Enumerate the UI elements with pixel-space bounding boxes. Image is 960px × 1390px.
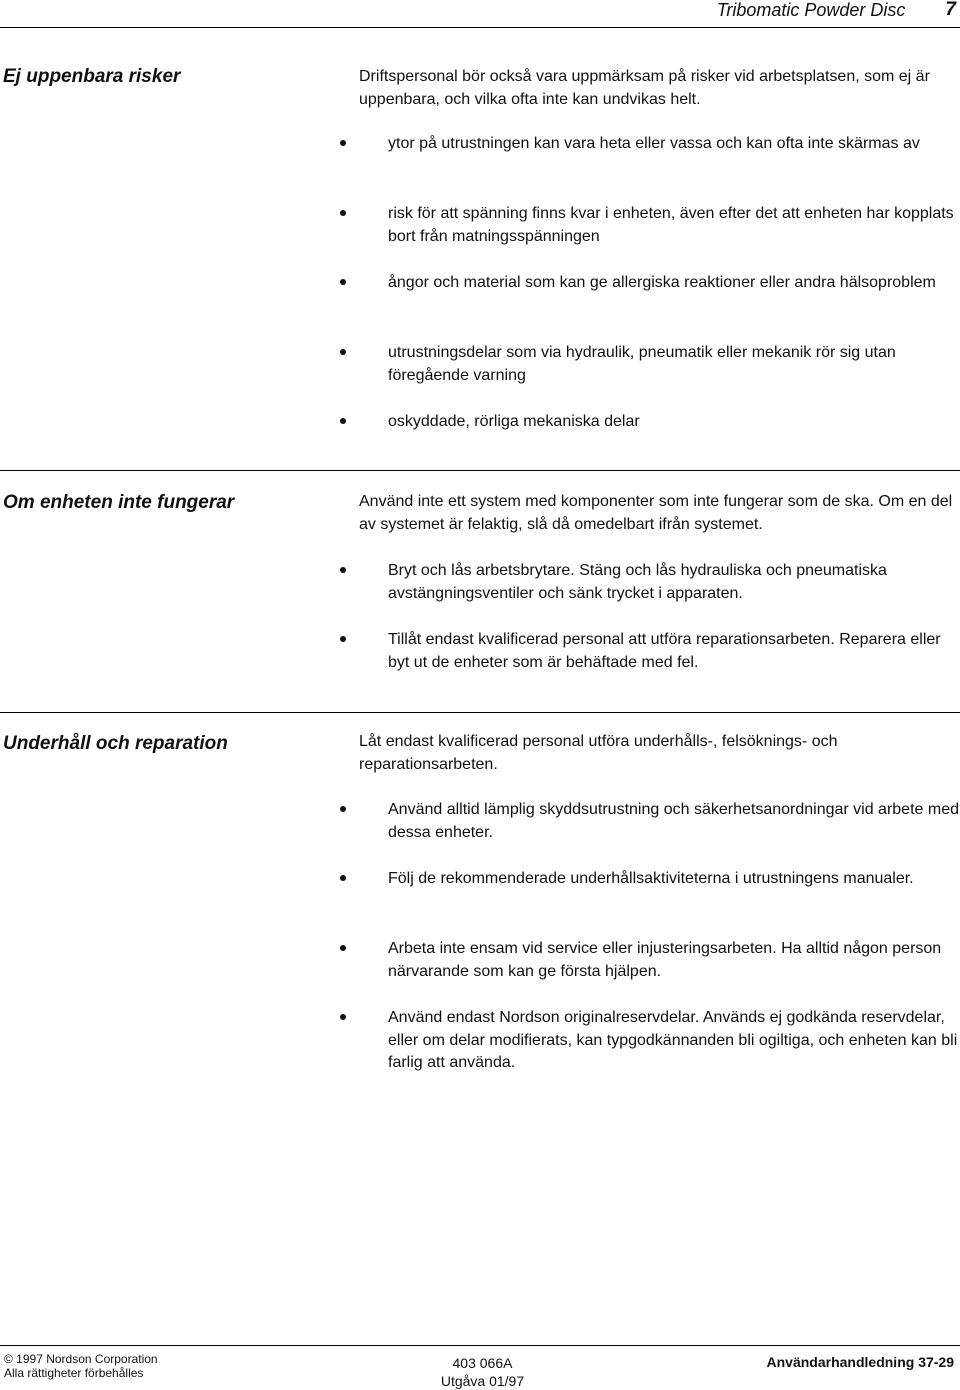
list-item-text: oskyddade, rörliga mekaniska delar [388, 413, 640, 430]
bullet-icon [340, 636, 346, 642]
rights-text: Alla rättigheter förbehålles [4, 1366, 144, 1380]
list-item-text: risk för att spänning finns kvar i enheten, även efter det att enheten har kopplats bort från matningsspänningen [388, 205, 954, 245]
footer-copyright-block [4, 1352, 158, 1380]
footer-doc-info [420, 1354, 545, 1390]
footer-divider [0, 1345, 960, 1346]
header-title: Tribomatic Powder Disc [716, 0, 906, 20]
list-item [340, 133, 960, 156]
bullet-icon [340, 945, 346, 951]
section-intro-maintenance: Låt endast kvalificerad personal utföra underhålls-, felsöknings- och reparationsarbeten. [359, 733, 838, 773]
list-item [340, 560, 960, 605]
bullet-icon [340, 1014, 346, 1020]
list-item [340, 629, 960, 674]
bullet-icon [340, 279, 346, 285]
section-heading-hidden-risks: Ej uppenbara risker [3, 66, 181, 87]
list-item [340, 938, 960, 983]
list-item-text: utrustningsdelar som via hydraulik, pneumatik eller mekanik rör sig utan föregående varning [388, 344, 896, 384]
list-item-text: Arbeta inte ensam vid service eller injusteringsarbeten. Ha alltid någon person närvarande som kan ge första hjälpen. [388, 940, 942, 980]
list-item [340, 411, 960, 434]
bullet-icon [340, 567, 346, 573]
page-header [717, 0, 956, 20]
list-item-text: Använd alltid lämplig skyddsutrustning och säkerhetsanordningar vid arbete med dessa enheter. [388, 801, 959, 841]
doc-number: 403 066A [452, 1355, 513, 1371]
manual-reference: Användarhandledning 37-29 [766, 1354, 954, 1370]
list-item-text: ångor och material som kan ge allergiska reaktioner eller andra hälsoproblem [388, 274, 936, 291]
list-item [340, 203, 960, 248]
copyright-text: © 1997 Nordson Corporation [4, 1352, 158, 1366]
bullet-icon [340, 418, 346, 424]
list-item-text: ytor på utrustningen kan vara heta eller vassa och kan ofta inte skärmas av [388, 135, 920, 152]
list-item-text: Använd endast Nordson originalreservdelar. Används ej godkända reservdelar, eller om delar modifierats, kan typgodkännanden bli ogiltiga, och enheten kan bli farlig att använda. [388, 1009, 958, 1071]
edition-text: Utgåva 01/97 [440, 1373, 525, 1389]
page-number: 7 [945, 0, 956, 20]
bullet-icon [340, 210, 346, 216]
list-item [340, 272, 960, 295]
section-intro-hidden-risks: Driftspersonal bör också vara uppmärksam på risker vid arbetsplatsen, som ej är uppenbara, och vilka ofta inte kan undvikas helt. [359, 68, 930, 108]
section-heading-malfunction: Om enheten inte fungerar [3, 492, 235, 513]
header-divider [0, 27, 960, 28]
list-item-text: Bryt och lås arbetsbrytare. Stäng och lås hydrauliska och pneumatiska avstängningsventiler och sänk trycket i apparaten. [388, 562, 887, 602]
section-intro-malfunction: Använd inte ett system med komponenter som inte fungerar som de ska. Om en del av systemet är felaktig, slå då omedelbart ifrån systemet. [359, 493, 953, 533]
list-item [340, 1007, 960, 1075]
list-item [340, 342, 960, 387]
list-item-text: Tillåt endast kvalificerad personal att utföra reparationsarbeten. Reparera eller byt ut de enheter som är behäftade med fel. [388, 631, 941, 671]
list-item-text: Följ de rekommenderade underhållsaktiviteterna i utrustningens manualer. [388, 870, 914, 887]
bullet-icon [340, 349, 346, 355]
section-divider [0, 470, 960, 471]
bullet-icon [340, 140, 346, 146]
list-item [340, 799, 960, 844]
section-divider [0, 712, 960, 713]
section-heading-maintenance: Underhåll och reparation [3, 733, 228, 754]
bullet-icon [340, 875, 346, 881]
bullet-icon [340, 806, 346, 812]
list-item [340, 868, 960, 891]
